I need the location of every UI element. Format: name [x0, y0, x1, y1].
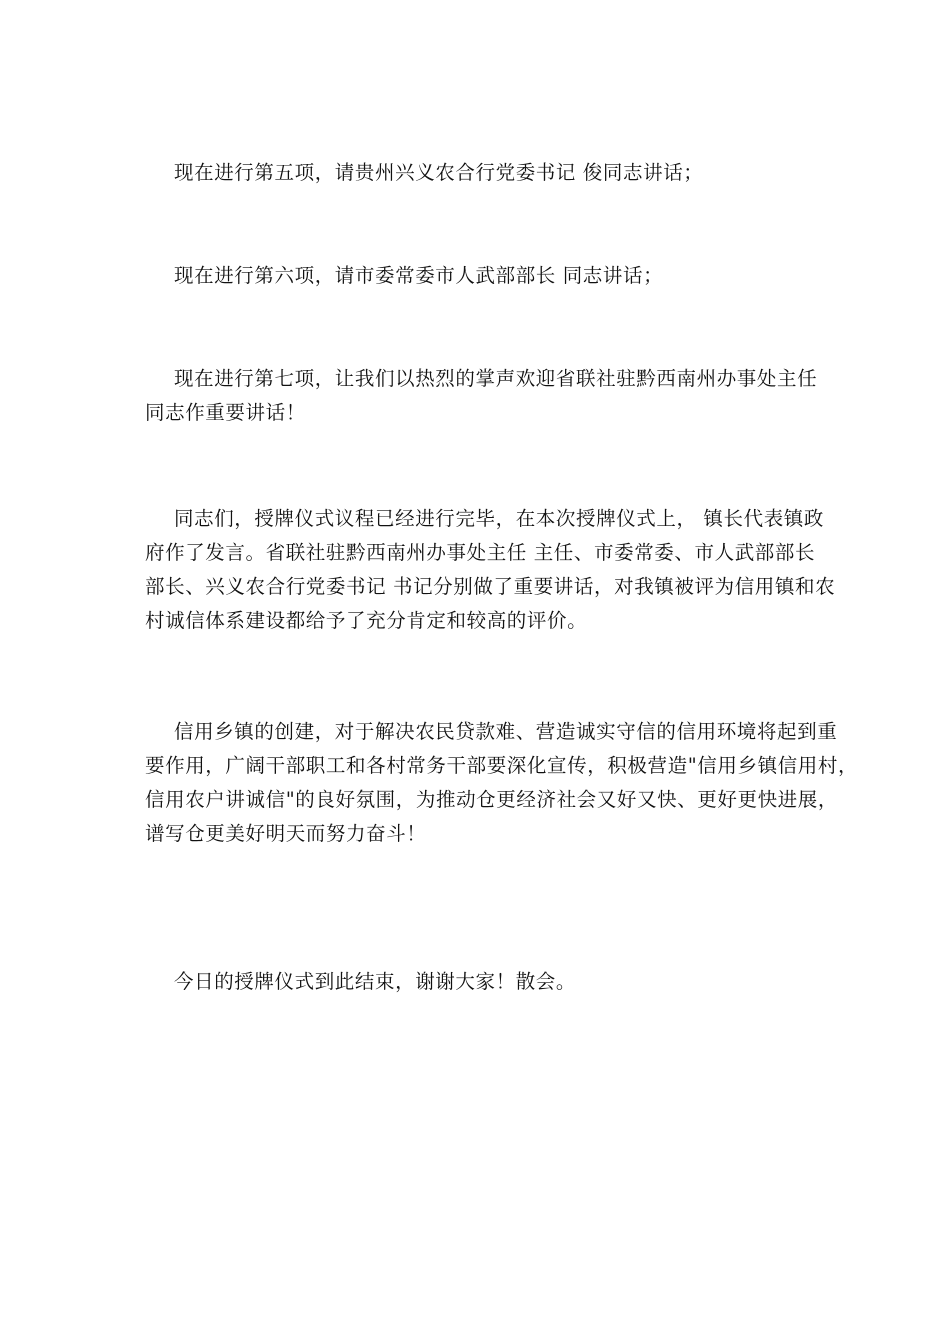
- paragraph-closing: [145, 965, 810, 999]
- paragraph-line: 谱写仓更美好明天而努力奋斗！: [145, 822, 427, 845]
- paragraph-line: 今日的授牌仪式到此结束，谢谢大家！散会。: [174, 970, 577, 993]
- paragraph-line: 信用乡镇的创建，对于解决农民贷款难、营造诚实守信的信用环境将起到重: [174, 720, 838, 743]
- paragraph-line: 信用农户讲诚信"的良好氛围，为推动仓更经济社会又好又快、更好更快进展，: [145, 788, 838, 811]
- paragraph-credit-township: [145, 715, 859, 851]
- paragraph-line: 现在进行第七项，让我们以热烈的掌声欢迎省联社驻黔西南州办事处主任: [174, 367, 818, 390]
- paragraph-line: 现在进行第六项，请市委常委市人武部部长 同志讲话；: [174, 264, 664, 287]
- paragraph-line: 村诚信体系建设都给予了充分肯定和较高的评价。: [145, 609, 588, 632]
- paragraph-item-seven: [145, 362, 818, 430]
- paragraph-line: 要作用，广阔干部职工和各村常务干部要深化宣传，积极营造"信用乡镇信用村，: [145, 754, 859, 777]
- paragraph-line: 同志作重要讲话！: [145, 401, 306, 424]
- paragraph-item-six: [145, 259, 810, 293]
- paragraph-line: 部长、兴义农合行党委书记 书记分别做了重要讲话，对我镇被评为信用镇和农: [145, 575, 836, 598]
- paragraph-line: 现在进行第五项，请贵州兴义农合行党委书记 俊同志讲话；: [174, 161, 704, 184]
- paragraph-item-five: [145, 156, 810, 190]
- paragraph-line: 同志们，授牌仪式议程已经进行完毕，在本次授牌仪式上， 镇长代表镇政: [174, 507, 824, 530]
- paragraph-line: 府作了发言。省联社驻黔西南州办事处主任 主任、市委常委、市人武部部长: [145, 541, 816, 564]
- paragraph-summary: [145, 502, 836, 638]
